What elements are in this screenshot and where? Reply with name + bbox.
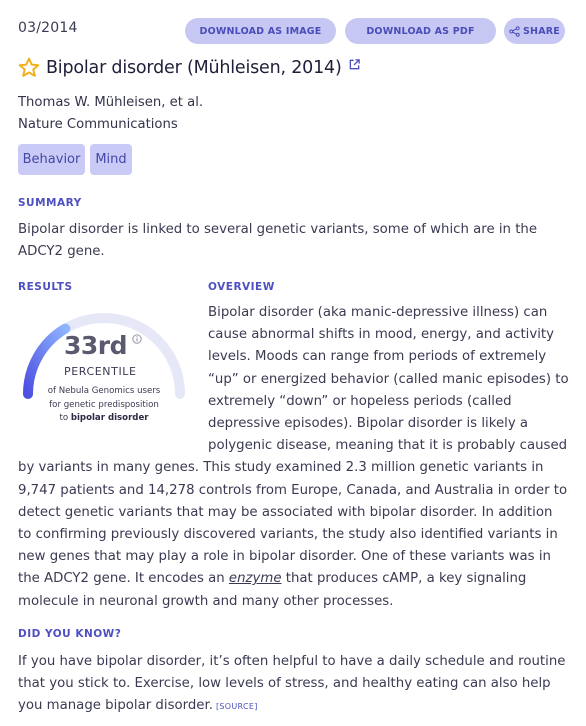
- study-authors: Thomas W. Mühleisen, et al.: [18, 95, 204, 110]
- did-you-know-text: [18, 651, 578, 719]
- overview-line: by variants in many genes. This study examined 2.3 million genetic variants in: [18, 460, 544, 476]
- info-icon[interactable]: [132, 334, 142, 344]
- overview-line: new genes that may play a role in bipolar disorder. One of these variants was in: [18, 549, 551, 565]
- share-button[interactable]: [504, 18, 565, 44]
- caption-line-3: [24, 412, 184, 426]
- overview-line: “up” or energized behavior (called manic episodes) to: [208, 371, 569, 387]
- overview-line: extremely “down” or hopeless periods (called: [208, 393, 512, 409]
- summary-heading: SUMMARY: [18, 197, 82, 209]
- study-date: 03/2014: [18, 20, 78, 36]
- percentile-caption: [24, 385, 184, 426]
- summary-text: Bipolar disorder is linked to several genetic variants, some of which are in the ADCY2 gene.: [18, 222, 538, 260]
- study-title: Bipolar disorder (Mühleisen, 2014): [46, 58, 342, 78]
- overview-line: depressive episodes). Bipolar disorder is likely a: [208, 416, 529, 431]
- overview-heading: OVERVIEW: [208, 281, 275, 293]
- tag-mind[interactable]: Mind: [90, 144, 132, 175]
- tag-behavior[interactable]: Behavior: [18, 144, 85, 175]
- caption-line-2: for genetic predisposition: [49, 399, 159, 410]
- overview-line: 9,747 patients and 14,278 controls from Europe, Canada, and Australia in order to: [18, 482, 568, 498]
- overview-line: to confirming previously discovered variants, the study also identified variants in: [18, 527, 558, 542]
- results-heading: RESULTS: [18, 281, 73, 293]
- overview-line: detect genetic variants that may be associated with bipolar disorder. In addition: [18, 504, 553, 520]
- percentile-label: PERCENTILE: [64, 365, 137, 378]
- overview-line: polygenic disease, meaning that it is probably caused: [208, 438, 568, 454]
- share-icon: [509, 26, 520, 37]
- overview-line: cause abnormal shifts in mood, energy, and activity: [208, 327, 554, 343]
- overview-line: [18, 571, 526, 586]
- share-label: SHARE: [523, 25, 560, 37]
- overview-line-pre: the ADCY2 gene. It encodes an: [18, 571, 229, 587]
- did-you-know-heading: DID YOU KNOW?: [18, 628, 122, 640]
- caption-line-1: of Nebula Genomics users: [47, 386, 161, 396]
- did-you-know-body: If you have bipolar disorder, it’s often helpful to have a daily schedule and routine that you stick to. Exercise, low levels of stress, and healthy eating can also help you manage bipolar disorder.: [18, 654, 566, 714]
- overview-line: levels. Moods can range from periods of extremely: [208, 349, 547, 365]
- download-image-button[interactable]: DOWNLOAD AS IMAGE: [185, 18, 336, 44]
- overview-line: molecule in neuronal growth and many other processes.: [18, 593, 394, 609]
- star-icon[interactable]: [17, 56, 41, 80]
- overview-line-post: that produces cAMP, a key signaling: [281, 571, 527, 587]
- caption-line-3-prefix: to: [59, 413, 69, 424]
- title-row: [17, 55, 361, 81]
- external-link-icon[interactable]: [348, 58, 361, 71]
- overview-line: Bipolar disorder (aka manic-depressive illness) can: [208, 305, 548, 320]
- percentile-value: 33rd: [64, 331, 128, 360]
- caption-condition: bipolar disorder: [70, 413, 149, 424]
- study-journal: Nature Communications: [18, 117, 178, 132]
- enzyme-link[interactable]: enzyme: [228, 571, 282, 587]
- download-pdf-button[interactable]: DOWNLOAD AS PDF: [345, 18, 496, 44]
- source-link[interactable]: [SOURCE]: [215, 702, 258, 712]
